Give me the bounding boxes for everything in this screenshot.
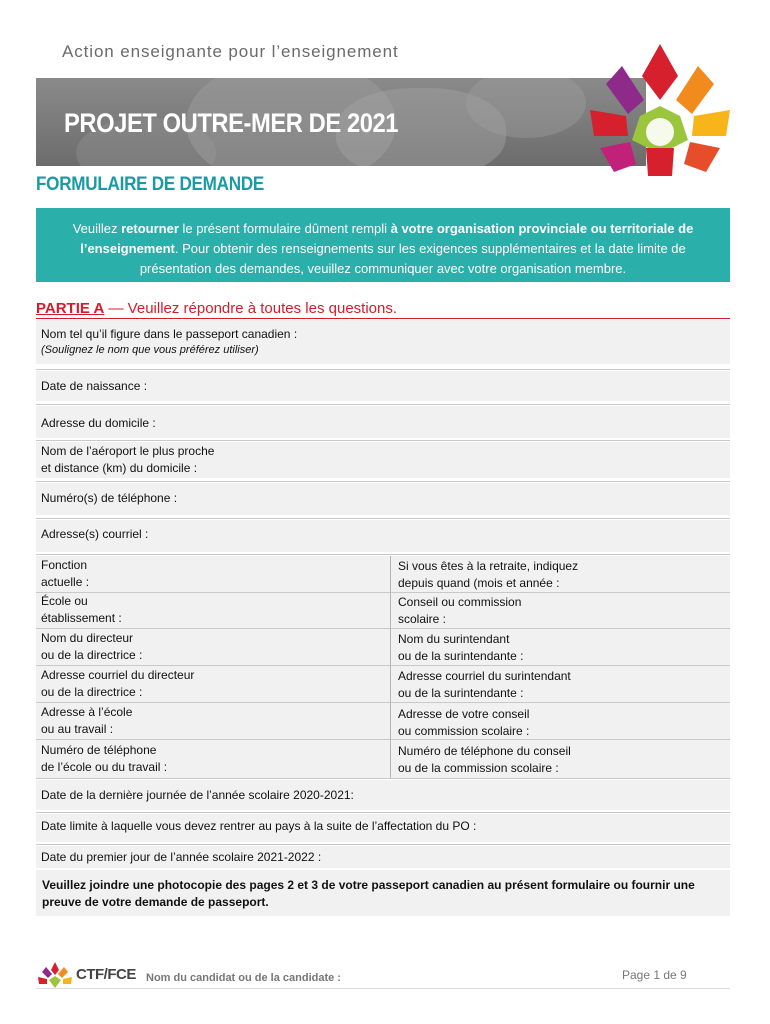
school-label: École ou établissement : <box>41 594 122 625</box>
instructions-box: Veuillez retourner le présent formulaire dûment rempli à votre organisation provinciale ou territoriale de l’enseignement. Pour obtenir des renseignements sur les exigences supplémentaires et la date limite de présentation des demandes, veuillez communiquer avec votre organisation membre. <box>36 208 730 282</box>
name-label: Nom tel qu’il figure dans le passeport canadien : <box>41 327 298 341</box>
ctf-logo-icon <box>36 962 74 988</box>
board-address-label: Adresse de votre conseil ou commission scolaire : <box>398 707 530 738</box>
emails-label: Adresse(s) courriel : <box>41 527 149 541</box>
home-address-label: Adresse du domicile : <box>41 416 156 430</box>
airport-label-2: et distance (km) du domicile : <box>41 461 198 475</box>
return-date-label: Date limite à laquelle vous devez rentrer au pays à la suite de l’affectation du PO : <box>41 819 477 833</box>
page-number: Page 1 de 9 <box>622 968 687 982</box>
part-a-heading: PARTIE A — Veuillez répondre à toutes les questions. <box>36 300 398 317</box>
current-position-label: Fonction actuelle : <box>41 558 90 589</box>
last-day-label: Date de la dernière journée de l’année scolaire 2020-2021: <box>41 788 354 802</box>
candidate-name-label: Nom du candidat ou de la candidate : <box>146 972 341 984</box>
superintendent-email-label: Adresse courriel du surintendant ou de la surintendante : <box>398 669 571 700</box>
principal-name-label: Nom du directeur ou de la directrice : <box>41 631 143 662</box>
phones-label: Numéro(s) de téléphone : <box>41 491 178 505</box>
header-subtitle: Action enseignante pour l’enseignement <box>62 42 399 61</box>
school-board-label: Conseil ou commission scolaire : <box>398 595 522 626</box>
airport-label-1: Nom de l’aéroport le plus proche <box>41 444 215 458</box>
form-title: FORMULAIRE DE DEMANDE <box>36 174 265 195</box>
board-phone-label: Numéro de téléphone du conseil ou de la commission scolaire : <box>398 744 571 775</box>
banner-title: PROJET OUTRE-MER DE 2021 <box>64 108 399 138</box>
name-note: (Soulignez le nom que vous préférez utiliser) <box>41 344 259 356</box>
banner <box>36 78 646 166</box>
passport-notice: Veuillez joindre une photocopie des pages 2 et 3 de votre passeport canadien au présent formulaire ou fournir une preuve de votre demande de passeport. <box>36 870 730 916</box>
school-address-label: Adresse à l’école ou au travail : <box>41 705 133 736</box>
footer-org: CTF/FCE <box>76 966 136 983</box>
first-day-label: Date du premier jour de l’année scolaire 2021-2022 : <box>41 850 322 864</box>
superintendent-name-label: Nom du surintendant ou de la surintendante : <box>398 632 524 663</box>
maple-leaf-logo-icon <box>580 44 740 176</box>
school-phone-label: Numéro de téléphone de l’école ou du travail : <box>41 743 168 774</box>
part-a-rule <box>36 318 730 319</box>
retirement-label: Si vous êtes à la retraite, indiquez depuis quand (mois et année : <box>398 559 579 590</box>
birth-date-label: Date de naissance : <box>41 379 148 393</box>
principal-email-label: Adresse courriel du directeur ou de la directrice : <box>41 668 195 699</box>
